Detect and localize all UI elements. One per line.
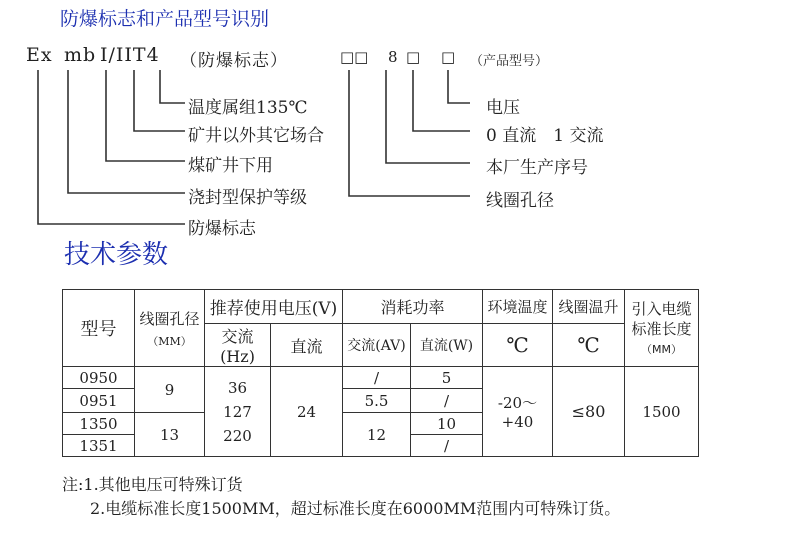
line-serial [386,70,470,163]
code-mb: mb [64,44,97,66]
ac-power-cell: / [343,367,411,389]
line-temp [160,70,185,103]
code-box-3: □ [441,48,456,66]
label-encapsulation: 浇封型保护等级 [188,188,307,208]
dc-power-cell: 5 [411,367,483,389]
line-explosion-mark [38,70,185,224]
dc-power-cell: / [411,435,483,457]
code-group: I/IIT4 [100,44,160,66]
temp-rise-cell: ≤80 [553,367,625,457]
header-temp-rise: 线圈温升 [553,290,625,324]
header-rise-unit: ℃ [553,324,625,367]
header-ac-hz: 交流(Hz) [205,324,271,367]
code-ex: Ex [26,44,53,66]
header-env-temp: 环境温度 [483,290,553,324]
env-temp-cell: -20～+40 [483,367,553,457]
code-explosion-note: （防爆标志） [180,51,288,71]
code-box-1: □□ [340,48,369,66]
ac-voltage-value: 127 [223,402,252,421]
ac-voltage-value: 36 [227,378,248,397]
header-cable-label: 引入电缆标准长度 [631,300,692,338]
label-dc-ac: 0 直流 1 交流 [486,126,604,146]
code-product-note: （产品型号） [470,54,549,69]
header-cable-unit: （MM） [641,343,682,356]
ac-voltage-cell [205,367,271,457]
header-model: 型号 [63,290,135,367]
note-2: 2.电缆标准长度1500MM，超过标准长度在6000MM范围内可特殊订货。 [90,499,621,518]
line-bore [349,70,470,196]
header-bore-label: 线圈孔径 [139,309,200,328]
line-voltage [448,70,470,103]
label-serial: 本厂生产序号 [486,158,588,178]
header-bore [135,290,205,367]
label-bore: 线圈孔径 [486,191,554,211]
cable-length-cell: 1500 [625,367,699,457]
header-dc: 直流 [271,324,343,367]
model-cell: 1350 [63,413,135,435]
header-dc-w: 直流(W) [411,324,483,367]
model-cell: 0950 [63,367,135,389]
note-1: 注:1.其他电压可特殊订货 [62,475,243,494]
label-mine-other: 矿井以外其它场合 [188,126,324,146]
spec-table [62,289,699,457]
header-ac-va: 交流(AV) [343,324,411,367]
label-coal-mine: 煤矿井下用 [188,156,273,176]
ac-voltage-value: 220 [223,426,252,445]
dc-power-cell: / [411,389,483,413]
header-cable [625,290,699,367]
identification-title: 防爆标志和产品型号识别 [60,8,270,30]
code-box-2: □ [406,48,421,66]
label-temp-class: 温度属组135℃ [188,98,308,118]
model-cell: 1351 [63,435,135,457]
ac-power-cell: 5.5 [343,389,411,413]
model-cell: 0951 [63,389,135,413]
bore-cell: 13 [135,413,205,457]
bore-cell: 9 [135,367,205,413]
header-bore-unit: （MM） [147,334,192,348]
ac-power-cell: 12 [343,413,411,457]
header-env-unit: ℃ [483,324,553,367]
code-digit: 8 [388,48,398,66]
dc-voltage-cell: 24 [271,367,343,457]
header-power: 消耗功率 [343,290,483,324]
dc-power-cell: 10 [411,413,483,435]
params-title: 技术参数 [64,240,169,270]
label-voltage: 电压 [486,98,520,118]
line-coal-mine [106,70,185,161]
line-dc-ac [413,70,470,131]
label-explosion-mark: 防爆标志 [188,219,256,239]
header-voltage: 推荐使用电压(V) [205,290,343,324]
